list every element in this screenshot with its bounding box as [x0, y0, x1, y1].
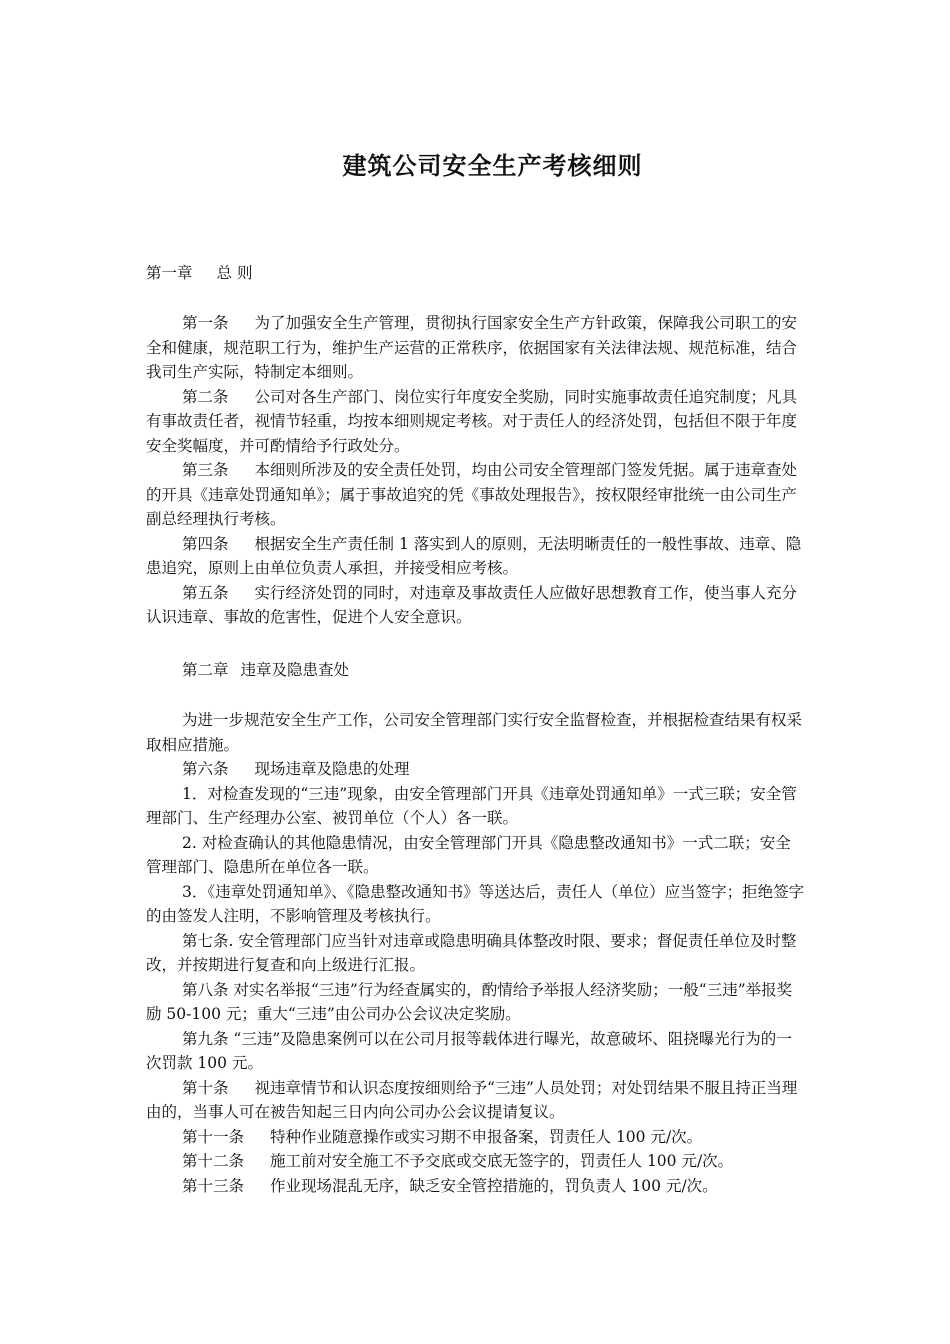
article-8: 第八条 对实名举报“三违”行为经查属实的，酌情给予举报人经济奖励；一般“三违”举报奖励 50-100 元；重大“三违”由公司办公会议决定奖励。: [146, 980, 793, 1023]
chapter-1-number: 第一章: [146, 264, 193, 282]
document-title: 建筑公司安全生产考核细则: [342, 151, 643, 180]
article-5: 第五条 实行经济处罚的同时，对违章及事故责任人应做好思想教育工作，使当事人充分认识违章、事故的危害性，促进个人安全意识。: [146, 583, 798, 626]
chapter-2-name: 违章及隐患查处: [240, 661, 350, 679]
chapter-2-body: [146, 708, 806, 1198]
article-9: 第九条 “三违”及隐患案例可以在公司月报等载体进行曝光，故意破坏、阻挠曝光行为的一次罚款 100 元。: [146, 1029, 792, 1072]
article-7: 第七条. 安全管理部门应当针对违章或隐患明确具体整改时限、要求；督促责任单位及时整改，并按期进行复查和向上级进行汇报。: [146, 931, 797, 974]
article-6-item-3: 3．《违章处罚通知单》、《隐患整改通知书》等送达后，责任人（单位）应当签字；拒绝签字的由签发人注明，不影响管理及考核执行。: [146, 882, 805, 925]
article-4: 第四条 根据安全生产责任制 1 落实到人的原则，无法明晰责任的一般性事故、违章、隐患追究，原则上由单位负责人承担，并接受相应考核。: [146, 534, 802, 577]
article-2: 第二条 公司对各生产部门、岗位实行年度安全奖励，同时实施事故责任追究制度；凡具有事故责任者，视情节轻重，均按本细则规定考核。对于责任人的经济处罚，包括但不限于年度安全奖幅度，并可酌情给予行政处分。: [146, 387, 798, 455]
article-6-item-1: 1．对检查发现的“三违”现象，由安全管理部门开具《违章处罚通知单》一式三联；安全管理部门、生产经理办公室、被罚单位（个人）各一联。: [146, 784, 797, 827]
article-10: 第十条 视违章情节和认识态度按细则给予“三违”人员处罚；对处罚结果不服且持正当理由的，当事人可在被告知起三日内向公司办公会议提请复议。: [146, 1078, 798, 1121]
chapter-1-body: [146, 311, 806, 630]
article-1: 第一条 为了加强安全生产管理，贯彻执行国家安全生产方针政策，保障我公司职工的安全和健康，规范职工行为，维护生产运营的正常秩序，依据国家有关法律法规、规范标准，结合我司生产实际，特制定本细则。: [146, 314, 798, 381]
article-6-item-2: 2. 对检查确认的其他隐患情况，由安全管理部门开具《隐患整改通知书》一式二联；安全管理部门、隐患所在单位各一联。: [146, 833, 791, 876]
chapter-1-heading: [146, 261, 806, 286]
article-3: 第三条 本细则所涉及的安全责任处罚，均由公司安全管理部门签发凭据。属于违章查处的开具《违章处罚通知单》；属于事故追究的凭《事故处理报告》，按权限经审批统一由公司生产副总经理执行考核。: [146, 461, 798, 528]
chapter-2-number: 第二章: [182, 661, 229, 679]
chapter-1-name: 总 则: [216, 264, 253, 282]
article-12: 第十二条 施工前对安全施工不予交底或交底无签字的，罚责任人 100 元/次。: [182, 1152, 734, 1170]
chapter-2-heading: [182, 658, 349, 683]
article-11: 第十一条 特种作业随意操作或实习期不申报备案，罚责任人 100 元/次。: [182, 1127, 703, 1146]
chapter-2-intro: 为进一步规范安全生产工作，公司安全管理部门实行安全监督检查，并根据检查结果有权采取相应措施。: [146, 711, 803, 754]
article-6: 第六条 现场违章及隐患的处理: [182, 760, 410, 778]
article-13: 第十三条 作业现场混乱无序，缺乏安全管控措施的，罚负责人 100 元/次。: [182, 1176, 718, 1195]
